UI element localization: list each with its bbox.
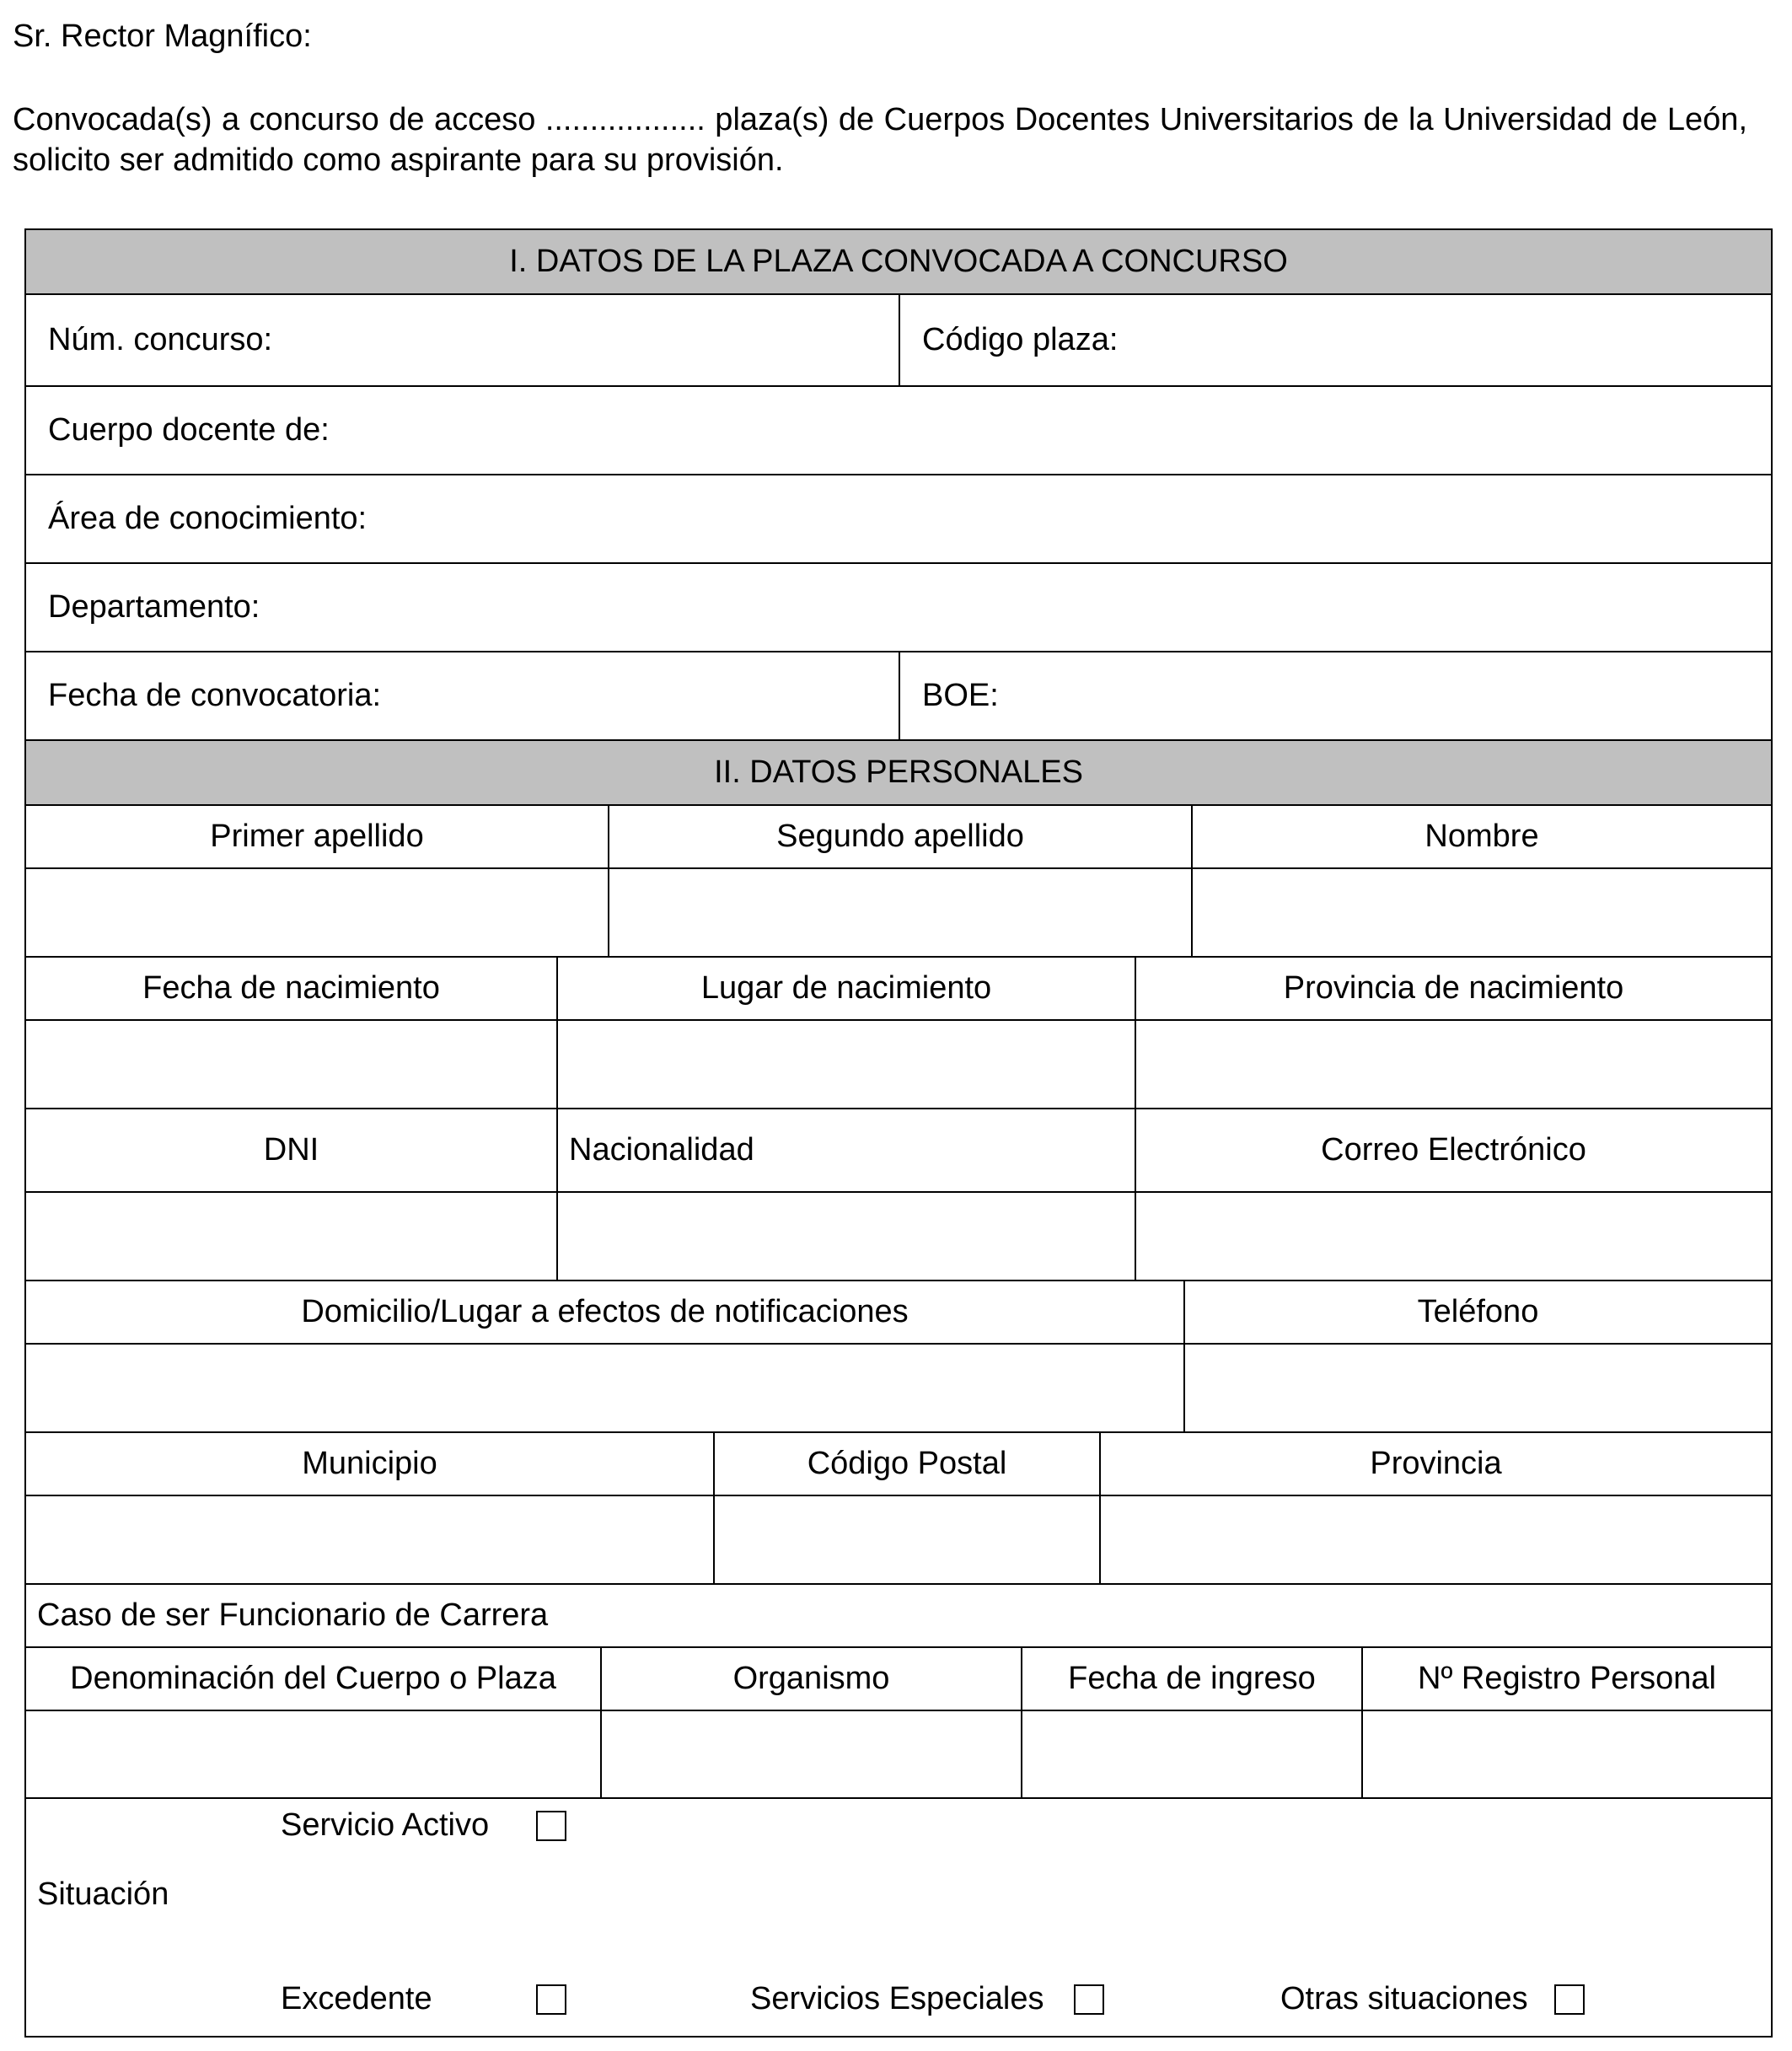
provincia-header: Provincia: [1370, 1446, 1502, 1481]
fecha-ingreso-input[interactable]: [1022, 1711, 1363, 1797]
segundo-apellido-header: Segundo apellido: [609, 806, 1193, 867]
domicilio-input[interactable]: [26, 1345, 1185, 1431]
row-funcionario-fields: [26, 1711, 1771, 1799]
row-municipio-fields: [26, 1496, 1771, 1585]
cuerpo-docente-label: Cuerpo docente de:: [48, 412, 330, 448]
segundo-apellido-input[interactable]: [609, 869, 1193, 956]
nombre-input[interactable]: [1193, 869, 1771, 956]
row-area: [26, 475, 1771, 564]
denominacion-header: Denominación del Cuerpo o Plaza: [26, 1648, 602, 1710]
salutation: Sr. Rector Magnífico:: [13, 19, 312, 54]
servicio-activo-label: Servicio Activo: [281, 1807, 490, 1843]
registro-personal-input[interactable]: [1363, 1711, 1771, 1797]
lugar-nacimiento-input[interactable]: [558, 1021, 1136, 1108]
nombre-header: Nombre: [1424, 819, 1539, 854]
row-dni-headers: [26, 1109, 1771, 1193]
num-concurso-label: Núm. concurso:: [48, 322, 273, 357]
row-fecha-boe: [26, 652, 1771, 741]
situacion-block: [26, 1799, 1771, 2036]
fecha-nacimiento-header: Fecha de nacimiento: [26, 958, 558, 1019]
correo-input[interactable]: [1136, 1193, 1771, 1280]
application-form: [24, 228, 1773, 2038]
row-departamento: [26, 564, 1771, 652]
area-label: Área de conocimiento:: [48, 501, 368, 536]
situacion-label: Situación: [37, 1877, 169, 1912]
row-domicilio-fields: [26, 1345, 1771, 1433]
departamento-label: Departamento:: [48, 589, 260, 625]
boe-field[interactable]: [900, 652, 1771, 739]
nacionalidad-header: Nacionalidad: [558, 1109, 1136, 1191]
excedente-label: Excedente: [281, 1981, 432, 2016]
fecha-nacimiento-input[interactable]: [26, 1021, 558, 1108]
row-nacimiento-fields: [26, 1021, 1771, 1109]
fecha-ingreso-header: Fecha de ingreso: [1022, 1648, 1363, 1710]
row-dni-fields: [26, 1193, 1771, 1281]
provincia-nacimiento-header: Provincia de nacimiento: [1283, 970, 1624, 1006]
domicilio-header: Domicilio/Lugar a efectos de notificaciones: [26, 1281, 1185, 1343]
primer-apellido-header: Primer apellido: [26, 806, 609, 867]
servicios-especiales-checkbox[interactable]: [1074, 1984, 1104, 2015]
dni-input[interactable]: [26, 1193, 558, 1280]
registro-personal-header: Nº Registro Personal: [1418, 1661, 1716, 1696]
departamento-field[interactable]: [26, 564, 1771, 651]
telefono-input[interactable]: [1185, 1345, 1771, 1431]
correo-header: Correo Electrónico: [1321, 1132, 1586, 1168]
row-concurso: [26, 295, 1771, 387]
section-plaza-title: I. DATOS DE LA PLAZA CONVOCADA A CONCURSO: [26, 230, 1771, 295]
row-nombre-headers: [26, 806, 1771, 869]
excedente-checkbox[interactable]: [536, 1984, 566, 2015]
codigo-postal-header: Código Postal: [715, 1433, 1101, 1495]
row-funcionario-headers: [26, 1648, 1771, 1711]
funcionario-heading: Caso de ser Funcionario de Carrera: [37, 1597, 549, 1633]
row-domicilio-headers: [26, 1281, 1771, 1345]
denominacion-input[interactable]: [26, 1711, 602, 1797]
area-field[interactable]: [26, 475, 1771, 562]
intro-paragraph: Convocada(s) a concurso de acceso .................. plaza(s) de Cuerpos Docentes Universitarios de la Universidad de León, solicito ser admitido como aspirante para su provisión.: [13, 102, 1747, 178]
codigo-postal-input[interactable]: [715, 1496, 1101, 1583]
cuerpo-docente-field[interactable]: [26, 387, 1771, 474]
codigo-plaza-field[interactable]: [900, 295, 1771, 385]
num-concurso-field[interactable]: [26, 295, 900, 385]
row-municipio-headers: [26, 1433, 1771, 1496]
municipio-input[interactable]: [26, 1496, 715, 1583]
provincia-input[interactable]: [1101, 1496, 1771, 1583]
telefono-header: Teléfono: [1417, 1294, 1539, 1329]
fecha-convocatoria-field[interactable]: [26, 652, 900, 739]
municipio-header: Municipio: [26, 1433, 715, 1495]
otras-situaciones-checkbox[interactable]: [1554, 1984, 1585, 2015]
organismo-input[interactable]: [602, 1711, 1022, 1797]
row-funcionario-title: [26, 1585, 1771, 1648]
fecha-convocatoria-label: Fecha de convocatoria:: [48, 678, 382, 713]
otras-situaciones-label: Otras situaciones: [1280, 1981, 1528, 2016]
servicio-activo-checkbox[interactable]: [536, 1811, 566, 1841]
organismo-header: Organismo: [602, 1648, 1022, 1710]
row-nacimiento-headers: [26, 958, 1771, 1021]
row-nombre-fields: [26, 869, 1771, 958]
section-personales-title: II. DATOS PERSONALES: [26, 741, 1771, 806]
servicios-especiales-label: Servicios Especiales: [750, 1981, 1044, 2016]
codigo-plaza-label: Código plaza:: [922, 322, 1119, 357]
lugar-nacimiento-header: Lugar de nacimiento: [558, 958, 1136, 1019]
provincia-nacimiento-input[interactable]: [1136, 1021, 1771, 1108]
row-cuerpo-docente: [26, 387, 1771, 475]
dni-header: DNI: [26, 1109, 558, 1191]
boe-label: BOE:: [922, 678, 999, 713]
primer-apellido-input[interactable]: [26, 869, 609, 956]
nacionalidad-input[interactable]: [558, 1193, 1136, 1280]
